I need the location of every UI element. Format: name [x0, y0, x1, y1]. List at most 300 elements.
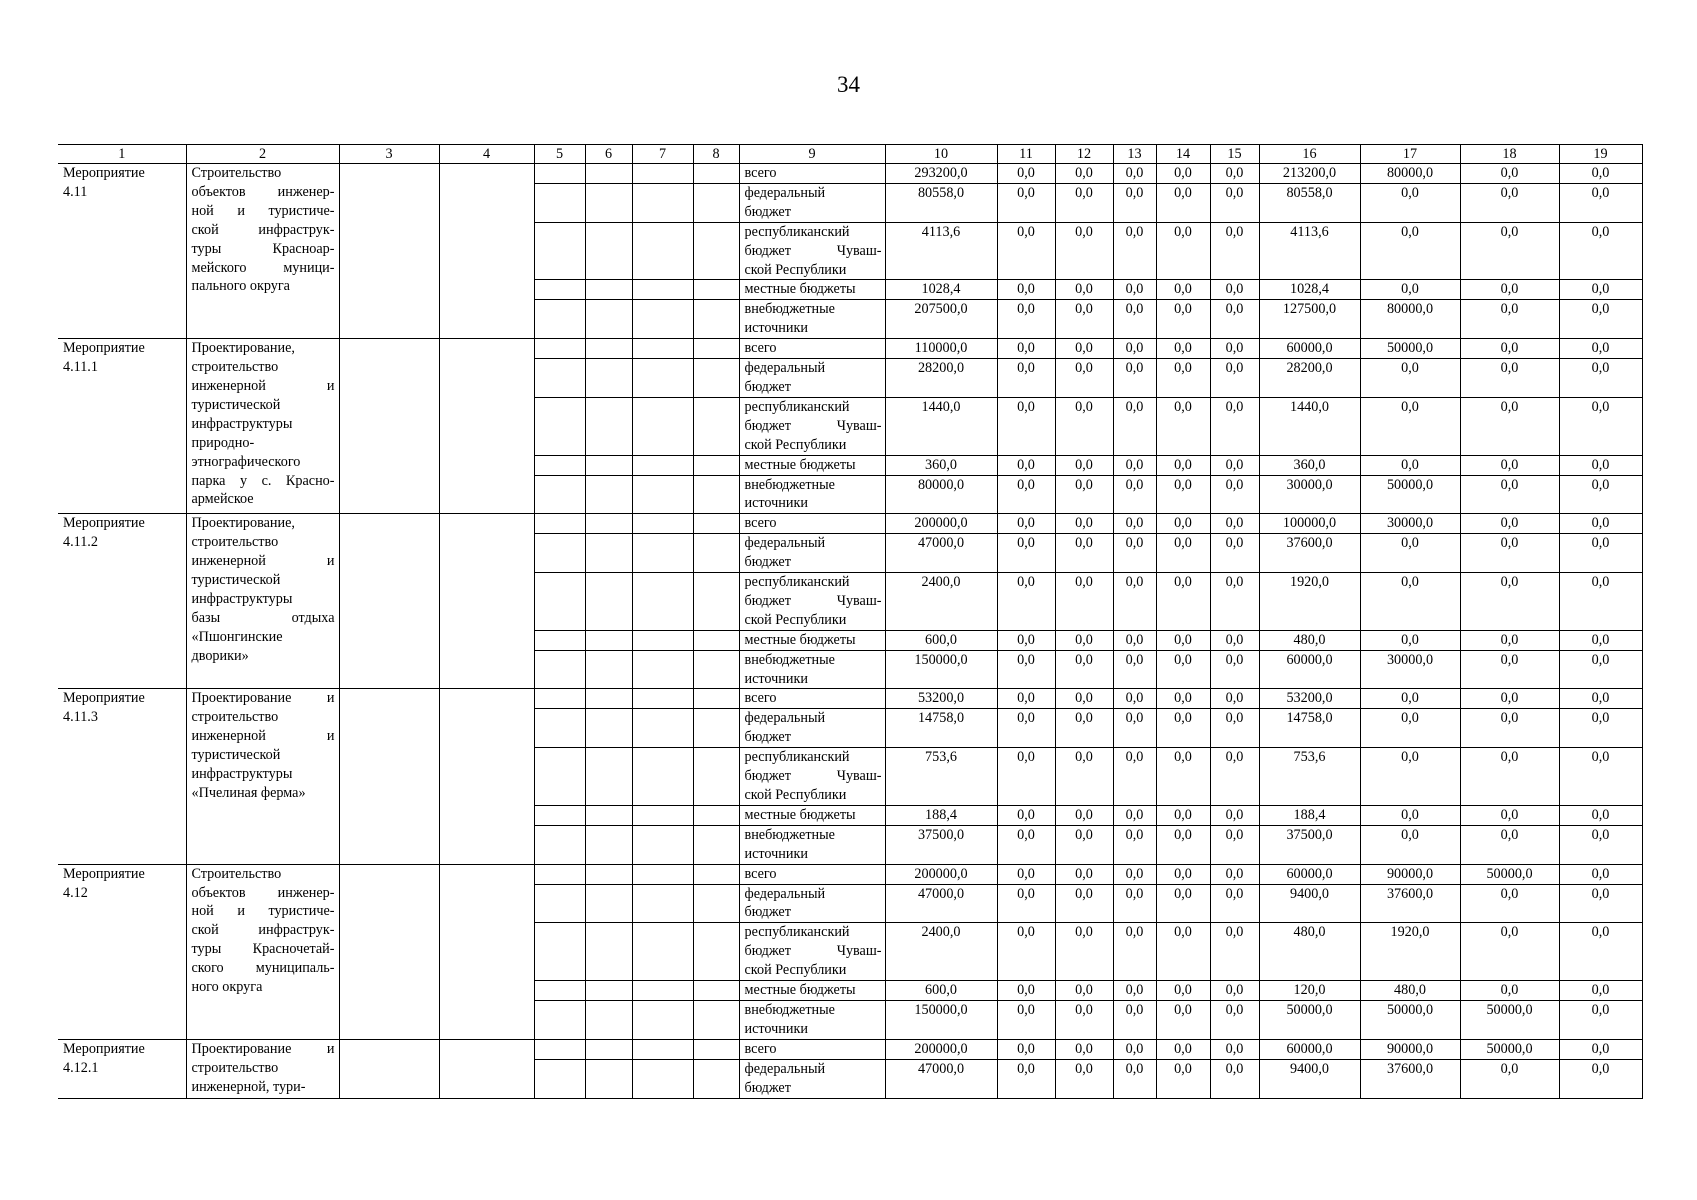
- value-cell: 0,0: [1210, 455, 1259, 475]
- value-cell: 0,0: [1055, 864, 1113, 884]
- value-cell: 0,0: [1156, 689, 1210, 709]
- value-cell: 0,0: [1113, 183, 1156, 222]
- value-cell: 0,0: [1156, 573, 1210, 631]
- value-cell: 0,0: [1460, 709, 1559, 748]
- empty-cell: [439, 864, 534, 1039]
- value-cell: 150000,0: [885, 1000, 997, 1039]
- column-header-17: 17: [1360, 145, 1460, 164]
- text-line: Строительство: [191, 165, 282, 181]
- value-cell: 0,0: [1156, 397, 1210, 455]
- column-header-13: 13: [1113, 145, 1156, 164]
- funding-source-total: всего: [739, 339, 885, 359]
- empty-cell: [534, 280, 585, 300]
- value-cell: 100000,0: [1259, 514, 1360, 534]
- text-line: туры Красноар-: [191, 240, 335, 257]
- column-header-18: 18: [1460, 145, 1559, 164]
- empty-cell: [693, 630, 739, 650]
- value-cell: 0,0: [1156, 923, 1210, 981]
- value-cell: 0,0: [1156, 884, 1210, 923]
- text-line: Проектирование и: [191, 690, 335, 707]
- empty-cell: [534, 183, 585, 222]
- value-cell: 50000,0: [1460, 864, 1559, 884]
- funding-source-federal: [739, 709, 885, 748]
- value-cell: 1440,0: [1259, 397, 1360, 455]
- measure-name: [186, 164, 339, 339]
- text-line: источники: [744, 1020, 808, 1037]
- budget-table: [58, 144, 1643, 1099]
- value-cell: 0,0: [1559, 650, 1642, 689]
- empty-cell: [693, 825, 739, 864]
- header-row: [58, 145, 1642, 164]
- value-cell: 0,0: [1156, 630, 1210, 650]
- value-cell: 360,0: [1259, 455, 1360, 475]
- value-cell: 0,0: [1559, 1059, 1642, 1098]
- empty-cell: [693, 514, 739, 534]
- value-cell: 0,0: [1460, 825, 1559, 864]
- value-cell: 0,0: [1360, 805, 1460, 825]
- value-cell: 0,0: [1360, 825, 1460, 864]
- text-line: республиканский: [744, 398, 850, 415]
- empty-cell: [339, 164, 439, 339]
- text-line: мейского муници-: [191, 259, 335, 276]
- value-cell: 0,0: [1113, 359, 1156, 398]
- text-line: бюджет: [744, 1079, 791, 1096]
- value-cell: 0,0: [997, 280, 1055, 300]
- funding-source-total: всего: [739, 514, 885, 534]
- value-cell: 0,0: [1055, 339, 1113, 359]
- value-cell: 0,0: [1460, 280, 1559, 300]
- funding-source-local: местные бюджеты: [739, 805, 885, 825]
- empty-cell: [632, 825, 693, 864]
- value-cell: 0,0: [1460, 884, 1559, 923]
- value-cell: 0,0: [1559, 689, 1642, 709]
- empty-cell: [534, 1039, 585, 1059]
- funding-source-offbudget: [739, 300, 885, 339]
- value-cell: 0,0: [1210, 573, 1259, 631]
- value-cell: 0,0: [1559, 534, 1642, 573]
- value-cell: 0,0: [1210, 709, 1259, 748]
- empty-cell: [534, 455, 585, 475]
- text-line: ной и туристиче-: [191, 202, 335, 219]
- text-line: федеральный: [744, 710, 826, 727]
- value-cell: 0,0: [1055, 222, 1113, 280]
- funding-source-federal: [739, 884, 885, 923]
- value-cell: 0,0: [1113, 573, 1156, 631]
- empty-cell: [693, 1059, 739, 1098]
- value-cell: 0,0: [1360, 359, 1460, 398]
- empty-cell: [632, 475, 693, 514]
- text-line: бюджет Чуваш-: [744, 592, 882, 609]
- value-cell: 50000,0: [1460, 1039, 1559, 1059]
- value-cell: 0,0: [1559, 573, 1642, 631]
- text-line: республиканский: [744, 223, 850, 240]
- value-cell: 0,0: [1460, 183, 1559, 222]
- text-line: природно-: [191, 434, 255, 451]
- value-cell: 0,0: [997, 183, 1055, 222]
- value-cell: 200000,0: [885, 514, 997, 534]
- value-cell: 0,0: [1210, 534, 1259, 573]
- funding-source-federal: [739, 534, 885, 573]
- empty-cell: [534, 1059, 585, 1098]
- column-header-2: 2: [186, 145, 339, 164]
- empty-cell: [534, 630, 585, 650]
- value-cell: 0,0: [1460, 923, 1559, 981]
- empty-cell: [585, 514, 632, 534]
- empty-cell: [693, 339, 739, 359]
- value-cell: 47000,0: [885, 884, 997, 923]
- text-line: источники: [744, 320, 808, 337]
- value-cell: 60000,0: [1259, 1039, 1360, 1059]
- empty-cell: [632, 222, 693, 280]
- empty-cell: [585, 864, 632, 884]
- value-cell: 0,0: [1210, 1000, 1259, 1039]
- text-line: инженерной и: [191, 553, 335, 570]
- value-cell: 0,0: [1113, 709, 1156, 748]
- empty-cell: [534, 923, 585, 981]
- value-cell: 53200,0: [885, 689, 997, 709]
- empty-cell: [339, 514, 439, 689]
- measure-code: [58, 864, 186, 1039]
- measure-name: [186, 514, 339, 689]
- empty-cell: [585, 981, 632, 1001]
- value-cell: 2400,0: [885, 573, 997, 631]
- value-cell: 0,0: [1210, 183, 1259, 222]
- value-cell: 0,0: [1210, 981, 1259, 1001]
- empty-cell: [585, 630, 632, 650]
- value-cell: 0,0: [997, 805, 1055, 825]
- value-cell: 0,0: [1055, 884, 1113, 923]
- text-line: 4.11.1: [63, 359, 98, 376]
- text-line: ской Республики: [744, 436, 847, 453]
- value-cell: 80558,0: [885, 183, 997, 222]
- text-line: внебюджетные: [744, 826, 835, 843]
- value-cell: 80558,0: [1259, 183, 1360, 222]
- text-line: источники: [744, 845, 808, 862]
- value-cell: 0,0: [1559, 164, 1642, 184]
- empty-cell: [585, 339, 632, 359]
- column-header-4: 4: [439, 145, 534, 164]
- value-cell: 0,0: [1460, 650, 1559, 689]
- empty-cell: [632, 650, 693, 689]
- value-cell: 0,0: [1156, 359, 1210, 398]
- value-cell: 0,0: [1055, 573, 1113, 631]
- text-line: Мероприятие: [63, 515, 145, 532]
- text-line: базы отдыха: [191, 609, 335, 626]
- value-cell: 0,0: [1559, 280, 1642, 300]
- value-cell: 0,0: [1210, 805, 1259, 825]
- value-cell: 4113,6: [1259, 222, 1360, 280]
- value-cell: 0,0: [1210, 689, 1259, 709]
- measure-name: [186, 1039, 339, 1098]
- text-line: бюджет: [744, 554, 791, 571]
- value-cell: 0,0: [1113, 455, 1156, 475]
- funding-source-offbudget: [739, 1000, 885, 1039]
- value-cell: 0,0: [997, 573, 1055, 631]
- empty-cell: [632, 1000, 693, 1039]
- value-cell: 0,0: [997, 475, 1055, 514]
- empty-cell: [534, 573, 585, 631]
- empty-cell: [693, 1000, 739, 1039]
- value-cell: 0,0: [1055, 923, 1113, 981]
- empty-cell: [585, 164, 632, 184]
- empty-cell: [339, 339, 439, 514]
- text-line: бюджет: [744, 729, 791, 746]
- measure-name: [186, 339, 339, 514]
- value-cell: 0,0: [1360, 183, 1460, 222]
- empty-cell: [693, 280, 739, 300]
- text-line: Мероприятие: [63, 690, 145, 707]
- empty-cell: [439, 339, 534, 514]
- value-cell: 0,0: [1210, 514, 1259, 534]
- value-cell: 0,0: [1113, 222, 1156, 280]
- value-cell: 0,0: [1055, 1000, 1113, 1039]
- empty-cell: [534, 222, 585, 280]
- empty-cell: [632, 1039, 693, 1059]
- value-cell: 0,0: [1113, 805, 1156, 825]
- value-cell: 188,4: [885, 805, 997, 825]
- value-cell: 0,0: [1210, 359, 1259, 398]
- text-line: бюджет: [744, 378, 791, 395]
- value-cell: 0,0: [1156, 709, 1210, 748]
- value-cell: 37500,0: [885, 825, 997, 864]
- value-cell: 0,0: [1156, 805, 1210, 825]
- value-cell: 0,0: [1113, 650, 1156, 689]
- text-line: бюджет: [744, 904, 791, 921]
- text-line: строительство: [191, 709, 279, 726]
- text-line: внебюджетные: [744, 1001, 835, 1018]
- value-cell: 0,0: [1210, 923, 1259, 981]
- value-cell: 14758,0: [885, 709, 997, 748]
- value-cell: 0,0: [1360, 748, 1460, 806]
- value-cell: 200000,0: [885, 864, 997, 884]
- value-cell: 90000,0: [1360, 864, 1460, 884]
- value-cell: 60000,0: [1259, 339, 1360, 359]
- value-cell: 0,0: [997, 1000, 1055, 1039]
- value-cell: 480,0: [1259, 630, 1360, 650]
- text-line: республиканский: [744, 574, 850, 591]
- text-line: федеральный: [744, 360, 826, 377]
- value-cell: 0,0: [1559, 359, 1642, 398]
- empty-cell: [693, 923, 739, 981]
- value-cell: 0,0: [1055, 300, 1113, 339]
- empty-cell: [585, 1059, 632, 1098]
- empty-cell: [585, 397, 632, 455]
- text-line: «Пшонгинские: [191, 628, 283, 645]
- value-cell: 0,0: [997, 1059, 1055, 1098]
- funding-source-federal: [739, 1059, 885, 1098]
- funding-source-republic: [739, 748, 885, 806]
- text-line: ской инфраструк-: [191, 221, 335, 238]
- page-number: 34: [837, 72, 860, 97]
- value-cell: 0,0: [1559, 748, 1642, 806]
- measure-code: [58, 1039, 186, 1098]
- text-line: инфраструктуры: [191, 590, 293, 607]
- empty-cell: [534, 164, 585, 184]
- funding-source-republic: [739, 923, 885, 981]
- value-cell: 0,0: [1460, 475, 1559, 514]
- text-line: туры Красночетай-: [191, 941, 335, 958]
- text-line: бюджет: [744, 203, 791, 220]
- value-cell: 0,0: [997, 339, 1055, 359]
- value-cell: 0,0: [1156, 864, 1210, 884]
- text-line: армейское: [191, 491, 254, 508]
- text-line: инженерной и: [191, 728, 335, 745]
- funding-source-republic: [739, 573, 885, 631]
- empty-cell: [439, 164, 534, 339]
- value-cell: 50000,0: [1360, 1000, 1460, 1039]
- empty-cell: [693, 709, 739, 748]
- value-cell: 480,0: [1259, 923, 1360, 981]
- empty-cell: [632, 359, 693, 398]
- text-line: бюджет Чуваш-: [744, 943, 882, 960]
- empty-cell: [585, 650, 632, 689]
- measure-name: [186, 689, 339, 864]
- text-line: федеральный: [744, 535, 826, 552]
- column-header-6: 6: [585, 145, 632, 164]
- empty-cell: [585, 222, 632, 280]
- text-line: ского муниципаль-: [191, 960, 335, 977]
- empty-cell: [693, 884, 739, 923]
- value-cell: 0,0: [1460, 573, 1559, 631]
- funding-source-local: местные бюджеты: [739, 630, 885, 650]
- empty-cell: [585, 709, 632, 748]
- text-line: внебюджетные: [744, 651, 835, 668]
- value-cell: 0,0: [1559, 1039, 1642, 1059]
- text-line: Мероприятие: [63, 340, 145, 357]
- value-cell: 0,0: [1210, 1039, 1259, 1059]
- funding-source-local: местные бюджеты: [739, 455, 885, 475]
- value-cell: 80000,0: [885, 475, 997, 514]
- value-cell: 0,0: [1460, 981, 1559, 1001]
- value-cell: 90000,0: [1360, 1039, 1460, 1059]
- value-cell: 0,0: [1055, 359, 1113, 398]
- value-cell: 0,0: [997, 222, 1055, 280]
- value-cell: 0,0: [1559, 1000, 1642, 1039]
- text-line: бюджет Чуваш-: [744, 417, 882, 434]
- value-cell: 110000,0: [885, 339, 997, 359]
- value-cell: 0,0: [997, 1039, 1055, 1059]
- text-line: туристической: [191, 747, 281, 764]
- value-cell: 150000,0: [885, 650, 997, 689]
- empty-cell: [693, 164, 739, 184]
- value-cell: 127500,0: [1259, 300, 1360, 339]
- value-cell: 0,0: [1460, 805, 1559, 825]
- value-cell: 0,0: [1360, 630, 1460, 650]
- value-cell: 0,0: [1156, 514, 1210, 534]
- column-header-15: 15: [1210, 145, 1259, 164]
- empty-cell: [534, 650, 585, 689]
- empty-cell: [693, 748, 739, 806]
- value-cell: 0,0: [997, 884, 1055, 923]
- empty-cell: [632, 280, 693, 300]
- empty-cell: [585, 1039, 632, 1059]
- value-cell: 47000,0: [885, 1059, 997, 1098]
- value-cell: 0,0: [1559, 981, 1642, 1001]
- value-cell: 0,0: [1156, 1059, 1210, 1098]
- value-cell: 0,0: [1113, 397, 1156, 455]
- value-cell: 0,0: [1156, 164, 1210, 184]
- text-line: 4.12: [63, 884, 88, 901]
- value-cell: 0,0: [1559, 455, 1642, 475]
- value-cell: 0,0: [1055, 630, 1113, 650]
- value-cell: 0,0: [1055, 825, 1113, 864]
- value-cell: 0,0: [1360, 709, 1460, 748]
- text-line: инфраструктуры: [191, 415, 293, 432]
- funding-source-offbudget: [739, 825, 885, 864]
- funding-source-offbudget: [739, 650, 885, 689]
- value-cell: 0,0: [1055, 455, 1113, 475]
- value-cell: 0,0: [1156, 981, 1210, 1001]
- value-cell: 0,0: [1210, 222, 1259, 280]
- text-line: инженерной, тури-: [191, 1078, 306, 1095]
- value-cell: 0,0: [1210, 280, 1259, 300]
- value-cell: 0,0: [1055, 689, 1113, 709]
- empty-cell: [585, 455, 632, 475]
- table-body: [58, 145, 1642, 1099]
- empty-cell: [534, 1000, 585, 1039]
- empty-cell: [632, 630, 693, 650]
- empty-cell: [693, 475, 739, 514]
- value-cell: 0,0: [1055, 534, 1113, 573]
- value-cell: 0,0: [1460, 689, 1559, 709]
- empty-cell: [534, 981, 585, 1001]
- value-cell: 0,0: [1156, 280, 1210, 300]
- empty-cell: [632, 397, 693, 455]
- value-cell: 2400,0: [885, 923, 997, 981]
- value-cell: 0,0: [1055, 514, 1113, 534]
- funding-source-total: всего: [739, 864, 885, 884]
- value-cell: 0,0: [997, 630, 1055, 650]
- empty-cell: [534, 864, 585, 884]
- funding-source-republic: [739, 222, 885, 280]
- funding-source-total: всего: [739, 164, 885, 184]
- value-cell: 0,0: [1360, 534, 1460, 573]
- value-cell: 80000,0: [1360, 164, 1460, 184]
- value-cell: 0,0: [1460, 164, 1559, 184]
- value-cell: 50000,0: [1360, 339, 1460, 359]
- column-header-10: 10: [885, 145, 997, 164]
- empty-cell: [585, 748, 632, 806]
- text-line: инженерной и: [191, 377, 335, 394]
- value-cell: 9400,0: [1259, 884, 1360, 923]
- value-cell: 0,0: [1460, 534, 1559, 573]
- empty-cell: [585, 1000, 632, 1039]
- text-line: объектов инженер-: [191, 884, 335, 901]
- empty-cell: [585, 534, 632, 573]
- table-row: [58, 164, 1642, 184]
- text-line: федеральный: [744, 184, 826, 201]
- empty-cell: [632, 300, 693, 339]
- value-cell: 0,0: [1360, 689, 1460, 709]
- value-cell: 0,0: [1055, 981, 1113, 1001]
- value-cell: 1440,0: [885, 397, 997, 455]
- text-line: Мероприятие: [63, 165, 145, 181]
- empty-cell: [534, 825, 585, 864]
- value-cell: 0,0: [1156, 475, 1210, 514]
- funding-source-offbudget: [739, 475, 885, 514]
- value-cell: 1920,0: [1360, 923, 1460, 981]
- measure-name: [186, 864, 339, 1039]
- value-cell: 0,0: [997, 689, 1055, 709]
- empty-cell: [439, 689, 534, 864]
- value-cell: 0,0: [1055, 805, 1113, 825]
- value-cell: 0,0: [1360, 222, 1460, 280]
- value-cell: 0,0: [1055, 1059, 1113, 1098]
- empty-cell: [693, 864, 739, 884]
- empty-cell: [585, 573, 632, 631]
- text-line: туристической: [191, 396, 281, 413]
- value-cell: 0,0: [1559, 825, 1642, 864]
